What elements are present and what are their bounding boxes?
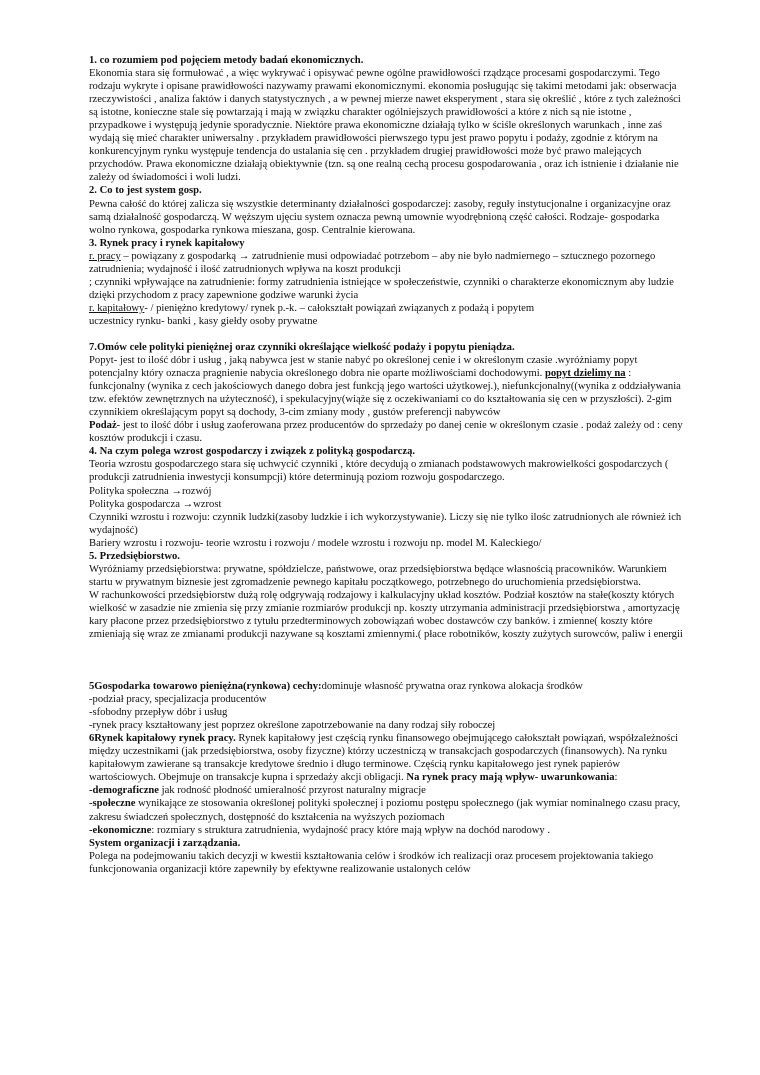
spacer xyxy=(89,328,685,341)
labor-market-term: r. pracy xyxy=(89,250,121,262)
demand-text-a: Popyt- jest to ilość dóbr i usług , jaką nabywca jest w stanie nabyć po określonej cenie i w określonym czasie .wyróżniamy popyt potencjalny który oznacza pragnienie nabycia określonego dobra nie oparte możliwościami dochodowymi. xyxy=(89,355,638,380)
section-1-heading: 1. co rozumiem pod pojęciem metody badań ekonomicznych. xyxy=(89,55,364,66)
demand-paragraph xyxy=(89,354,685,419)
market-economy-item: -rynek pracy kształtowany jest poprzez określone zapotrzebowanie na dany rodzaj siły roboczej xyxy=(89,720,496,732)
demand-text-b: : funkcjonalny (wynika z cech jakościowych danego dobra jest funkcją jego wartości użytkowej.), niefunkcjonalny((wynika z oddziaływania tzw. efektów zewnętrznych na użyteczność), i spekulacyjny(wiąże się z oczekiwaniami co do kształtowania się cen w przyszłości). 2-gim czynnikiem określającym popyt są dochody, 3-cim zmiany mody , gustów preferencji nabywców xyxy=(89,368,681,419)
demand-division-label: popyt dzielimy na xyxy=(544,368,626,380)
supply-label: Podaż xyxy=(89,420,117,432)
demographic-label: -demograficzne xyxy=(89,785,160,797)
social-policy-line: Polityka społeczna →rozwój xyxy=(89,485,212,497)
labor-market-influences-heading: Na rynek pracy mają wpływ- uwarunkowania xyxy=(406,772,615,784)
spacer xyxy=(89,641,685,680)
enterprise-costs: W rachunkowości przedsiębiorstw dużą rolę odgrywają rodzajowy i kalkulacyjny układ kosztów. Podział kosztów na stałe(koszty których wielkość w zasadzie nie zmienia się przy zmianie rozmiarów produkcji np. koszty utrzymania administracji przedsiębiorstwa , amortyzację kary płacone przez przedsiębiorstwo z tytułu przedterminowych zobowiązań wobec dostawców czy banków. i zmienne( koszty które zmieniają się wraz ze zmianami produkcji nazywane są kosztami zmiennymi.( płace robotników, koszty zużytych surowców, paliw i energii xyxy=(89,589,683,641)
economic-factors xyxy=(89,824,685,837)
document-page xyxy=(89,54,685,876)
section-3-heading: 3. Rynek pracy i rynek kapitałowy xyxy=(89,237,245,249)
section-7-heading: 7.Omów cele polityki pieniężnej oraz czynniki określające wielkość podaży i popytu pieniądza. xyxy=(89,341,515,353)
economic-text: : rozmiary s struktura zatrudnienia, wydajność pracy które mają wpływ na dochód narodowy . xyxy=(151,824,550,836)
enterprise-types: Wyróżniamy przedsiębiorstwa: prywatne, spółdzielcze, państwowe, oraz przedsiębiorstwa będące własnością pracowników. Warunkiem startu w prywatnym biznesie jest zgromadzenie pewnego kapitału początkowego, potrzebnego do uruchomienia przedsiębiorstwa. xyxy=(89,563,667,588)
economic-policy-line: Polityka gospodarcza →wzrost xyxy=(89,498,222,510)
market-economy-intro: dominuje własność prywatna oraz rynkowa alokacja środków xyxy=(321,681,583,693)
growth-barriers: Bariery wzrostu i rozwoju- teorie wzrostu i rozwoju / modele wzrostu i rozwoju np. model M. Kaleckiego/ xyxy=(89,537,542,549)
demographic-text: jak rodność płodność umieralność przyrost naturalny migracje xyxy=(159,785,426,797)
market-economy-item: -sfobodny przepływ dóbr i usług xyxy=(89,707,228,719)
section-2-body: Pewna całość do której zalicza się wszystkie determinanty działalności gospodarczej: zasoby, reguły instytucjonalne i organizacyjne oraz samą działalność gospodarczą. W węższym ujęciu system oznacza pewną umownie wyodrębnioną część całości. Rodzaje- gospodarka wolno rynkowa, gospodarka rynkowa mieszana, gosp. Centralnie kierowana. xyxy=(89,198,671,236)
section-2-heading: 2. Co to jest system gosp. xyxy=(89,185,202,197)
labor-market-text: – powiązany z gospodarką → zatrudnienie musi odpowiadać potrzebom – aby nie było nadmiernego – sztucznego pozornego zatrudnienia; wydajność i ilość zatrudnionych wpływa na koszt produkcji xyxy=(89,250,656,275)
labor-market-factors: ; czynniki wpływające na zatrudnienie: formy zatrudnienia istniejące w społeczeństwie, czynniki o charakterze ekonomicznym aby ludzie dzięki przychodom z pracy zapewnione godziwe warunki życia xyxy=(89,276,674,301)
capital-market-section xyxy=(89,732,685,784)
section-1-body: Ekonomia stara się formułować , a więc wykrywać i opisywać pewne ogólne prawidłowości rządzące procesami gospodarczymi. Tego rodzaju wykryte i opisane prawidłowości nazywamy prawami ekonomicznymi. ekonomia posługując się takimi metodami jak: obserwacja rzeczywistości , analiza faktów i danych statystycznych , a w pewnej mierze nawet eksperyment , stara się określić , które z tych zależności są istotne, konieczne stale się powtarzają i mają w związku charakter ogólniejszych prawidłowości a które z nich są nie istotne , przypadkowe i występują jedynie sporadycznie. Niektóre prawa ekonomiczne działają tylko w ściśle określonych warunkach , inne zaś wydają się mieć charakter uniwersalny . przykładem prawidłowości pierwszego typu jest prawo popytu i podaży, zgodnie z którym na konkurencyjnym rynku występuje tendencja do ustalania się cen . przykładem drugiej prawidłowości może być prawo malejących przychodów. Prawa ekonomiczne działają obiektywnie (tzn. są one realną cechą procesu gospodarowania , oraz ich istnienie i działanie nie zależy od świadomości i woli ludzi. xyxy=(89,68,681,184)
organization-heading: System organizacji i zarządzania. xyxy=(89,837,241,849)
section-5-heading: 5. Przedsiębiorstwo. xyxy=(89,550,180,562)
capital-market-paragraph xyxy=(89,302,685,315)
growth-factors: Czynniki wzrostu i rozwoju: czynnik ludzki(zasoby ludzkie i ich wykorzystywanie). Liczy się nie tylko ilośc zatrudnionych ale również ich wydajność) xyxy=(89,511,682,536)
labor-market-paragraph xyxy=(89,250,685,276)
social-factors xyxy=(89,797,685,823)
social-label: -społeczne xyxy=(89,798,136,810)
demographic-factors xyxy=(89,784,685,797)
social-text: wynikające ze stosowania określonej polityki społecznej i poziomu postępu społecznego (jak wymiar nominalnego czasu pracy, zakresu świadczeń społecznych, dostępność do kształcenia na wyższych poziomach xyxy=(89,798,681,823)
organization-body: Polega na podejmowaniu takich decyzji w kwestii kształtowania celów i środków ich realizacji oraz procesem projektowania takiego funkcjonowania organizacji które zapewniły by efektywne realizowanie ustalonych celów xyxy=(89,850,654,875)
section-6-heading: 6Rynek kapitałowy rynek pracy. xyxy=(89,733,236,745)
supply-text: - jest to ilość dóbr i usług zaoferowana przez producentów do sprzedaży po danej cenie w określonym czasie . podaż zależy od : ceny kosztów produkcji i czasu. xyxy=(89,420,683,445)
supply-paragraph xyxy=(89,419,685,445)
market-economy-item: -podział pracy, specjalizacja producentów xyxy=(89,694,267,706)
market-economy-paragraph xyxy=(89,680,685,693)
capital-market-text: - / pieniężno kredytowy/ rynek p.-k. – całokształt powiązań związanych z podażą i popytem xyxy=(144,302,535,314)
market-participants: uczestnicy rynku- banki , kasy giełdy osoby prywatne xyxy=(89,315,318,327)
capital-market-term: r. kapitałowy xyxy=(89,302,145,314)
colon: : xyxy=(614,772,618,784)
growth-theory: Teoria wzrostu gospodarczego stara się uchwycić czynniki , które decydują o zmianach podstawowych makrowielkości gospodarczych ( produkcji zatrudnienia inwestycji konsumpcji) które determinują poziom rozwoju gospodarczego. xyxy=(89,459,669,484)
section-4-heading: 4. Na czym polega wzrost gospodarczy i związek z polityką gospodarczą. xyxy=(89,446,416,458)
section-6-body: Rynek kapitałowy jest częścią rynku finansowego obejmującego całokształt powiązań, współzależności między uczestnikami (jak przedsiębiorstwa, osoby fizyczne) którzy uczestniczą w transakcjach gospodarczych (finansowych). Na rynku kapitałowym zawierane są transakcje kredytowe średnio i długo terminowe. Częścią rynku kapitałowego jest rynek papierów wartościowych. Obejmuje on transakcje kupna i sprzedaży akcji obligacji. xyxy=(89,733,679,784)
market-economy-heading: 5Gospodarka towarowo pieniężna(rynkowa) cechy: xyxy=(89,681,322,693)
economic-label: -ekonomiczne xyxy=(89,824,152,836)
